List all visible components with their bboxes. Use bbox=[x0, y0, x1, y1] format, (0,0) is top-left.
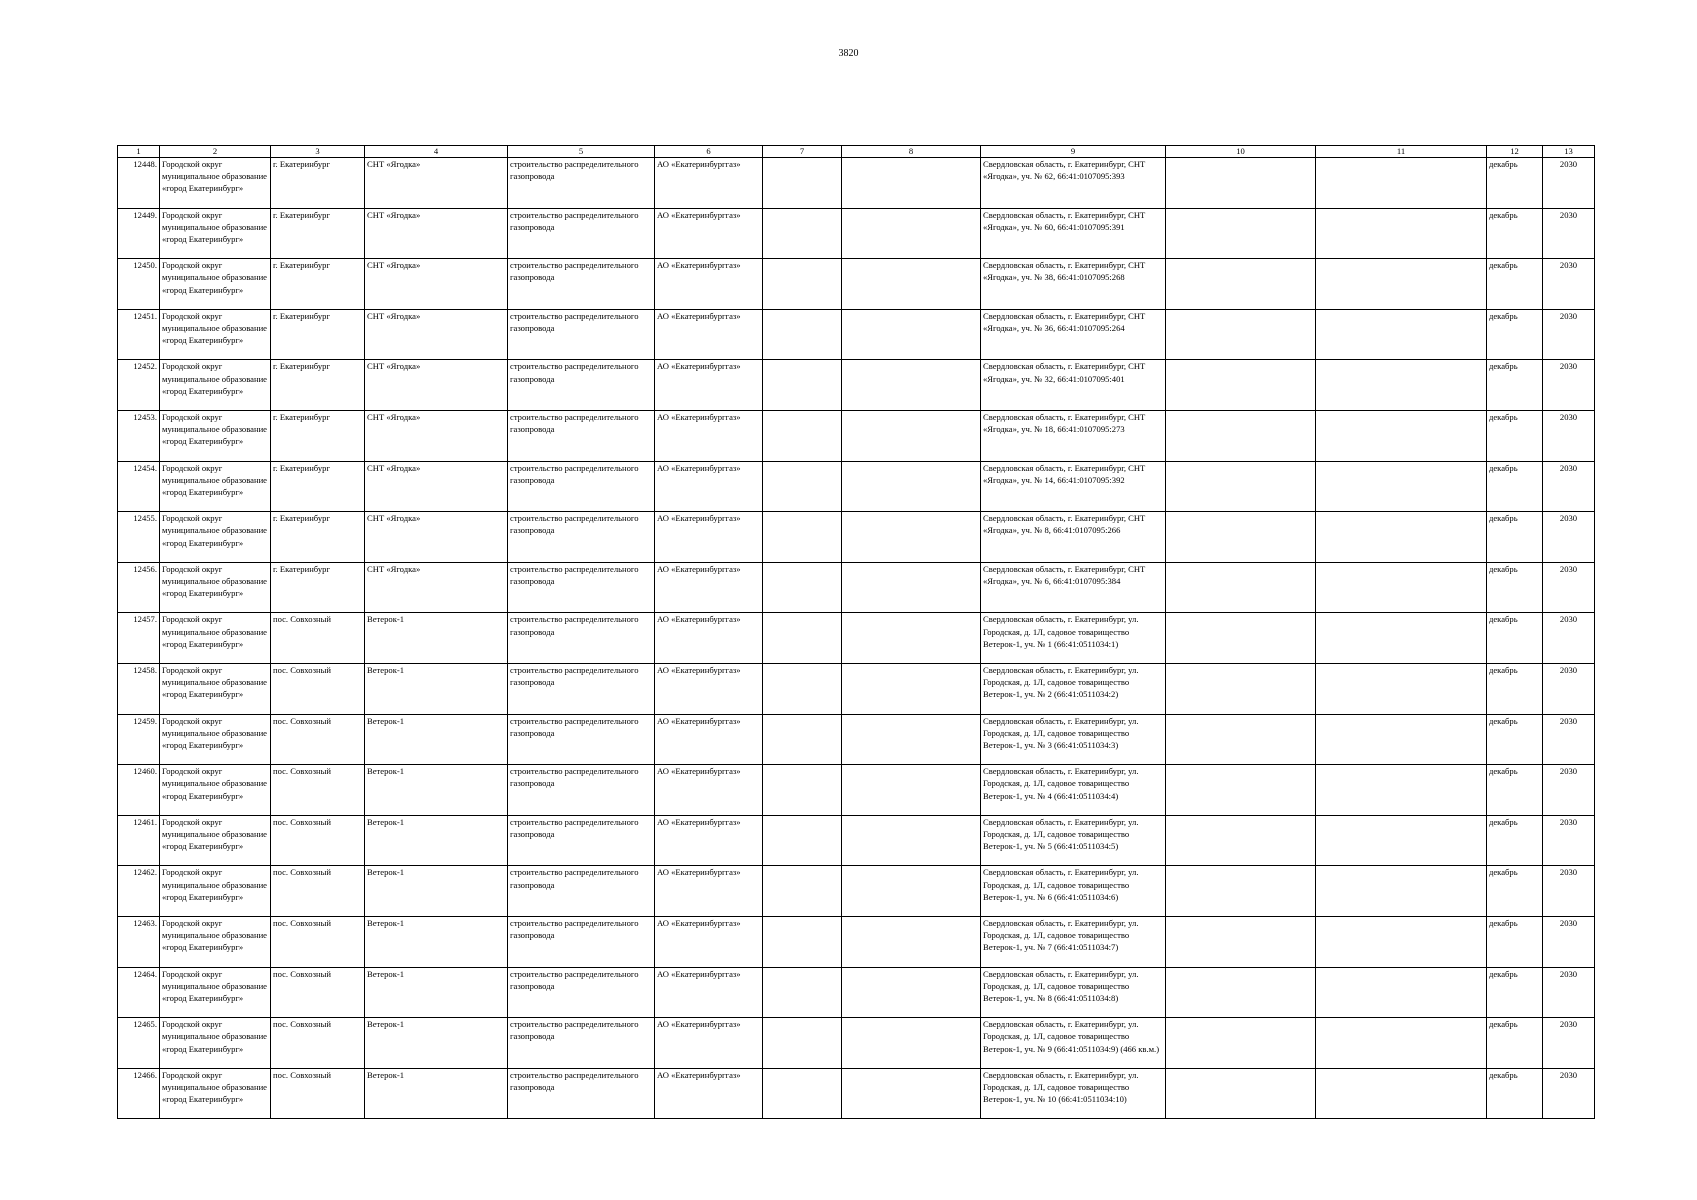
locality-cell: г. Екатеринбург bbox=[271, 259, 365, 310]
operator-cell: АО «Екатеринбурггаз» bbox=[655, 461, 763, 512]
locality-cell: г. Екатеринбург bbox=[271, 158, 365, 209]
column-11-cell bbox=[1316, 866, 1487, 917]
table-row bbox=[118, 158, 1595, 209]
table-row bbox=[118, 613, 1595, 664]
operator-cell: АО «Екатеринбурггаз» bbox=[655, 1068, 763, 1119]
column-7-cell bbox=[763, 461, 842, 512]
locality-cell: пос. Совхозный bbox=[271, 1068, 365, 1119]
row-number-cell: 12453. bbox=[118, 410, 160, 461]
column-8-cell bbox=[842, 1018, 981, 1069]
municipality-cell: Городской округ муниципальное образование «город Екатеринбург» bbox=[160, 916, 271, 967]
territory-cell: Ветерок-1 bbox=[365, 866, 508, 917]
column-header: 7 bbox=[763, 146, 842, 158]
month-cell: декабрь bbox=[1487, 512, 1543, 563]
column-header: 9 bbox=[981, 146, 1166, 158]
table-row bbox=[118, 208, 1595, 259]
column-header: 4 bbox=[365, 146, 508, 158]
work-type-cell: строительство распределительного газопровода bbox=[508, 613, 655, 664]
table-row bbox=[118, 1068, 1595, 1119]
month-cell: декабрь bbox=[1487, 360, 1543, 411]
operator-cell: АО «Екатеринбурггаз» bbox=[655, 512, 763, 563]
work-type-cell: строительство распределительного газопровода bbox=[508, 1018, 655, 1069]
address-cell: Свердловская область, г. Екатеринбург, ул. Городская, д. 1Л, садовое товарищество Ветерок-1, уч. № 3 (66:41:0511034:3) bbox=[981, 714, 1166, 765]
locality-cell: пос. Совхозный bbox=[271, 967, 365, 1018]
column-7-cell bbox=[763, 815, 842, 866]
column-8-cell bbox=[842, 360, 981, 411]
municipality-cell: Городской округ муниципальное образование «город Екатеринбург» bbox=[160, 613, 271, 664]
operator-cell: АО «Екатеринбурггаз» bbox=[655, 410, 763, 461]
municipality-cell: Городской округ муниципальное образование «город Екатеринбург» bbox=[160, 1068, 271, 1119]
row-number-cell: 12449. bbox=[118, 208, 160, 259]
column-8-cell bbox=[842, 866, 981, 917]
column-11-cell bbox=[1316, 1018, 1487, 1069]
operator-cell: АО «Екатеринбурггаз» bbox=[655, 765, 763, 816]
row-number-cell: 12464. bbox=[118, 967, 160, 1018]
column-11-cell bbox=[1316, 360, 1487, 411]
column-7-cell bbox=[763, 916, 842, 967]
territory-cell: СНТ «Ягодка» bbox=[365, 158, 508, 209]
table-header bbox=[118, 146, 1595, 158]
year-cell: 2030 bbox=[1543, 562, 1595, 613]
municipality-cell: Городской округ муниципальное образование «город Екатеринбург» bbox=[160, 410, 271, 461]
year-cell: 2030 bbox=[1543, 461, 1595, 512]
column-header: 5 bbox=[508, 146, 655, 158]
column-11-cell bbox=[1316, 815, 1487, 866]
year-cell: 2030 bbox=[1543, 512, 1595, 563]
table-row bbox=[118, 765, 1595, 816]
locality-cell: г. Екатеринбург bbox=[271, 512, 365, 563]
table-row bbox=[118, 259, 1595, 310]
territory-cell: Ветерок-1 bbox=[365, 613, 508, 664]
column-8-cell bbox=[842, 309, 981, 360]
column-10-cell bbox=[1166, 1068, 1316, 1119]
year-cell: 2030 bbox=[1543, 916, 1595, 967]
locality-cell: г. Екатеринбург bbox=[271, 208, 365, 259]
row-number-cell: 12451. bbox=[118, 309, 160, 360]
operator-cell: АО «Екатеринбурггаз» bbox=[655, 866, 763, 917]
column-11-cell bbox=[1316, 309, 1487, 360]
territory-cell: Ветерок-1 bbox=[365, 1018, 508, 1069]
work-type-cell: строительство распределительного газопровода bbox=[508, 967, 655, 1018]
column-10-cell bbox=[1166, 158, 1316, 209]
table-row bbox=[118, 815, 1595, 866]
municipality-cell: Городской округ муниципальное образование «город Екатеринбург» bbox=[160, 208, 271, 259]
column-10-cell bbox=[1166, 309, 1316, 360]
territory-cell: Ветерок-1 bbox=[365, 1068, 508, 1119]
year-cell: 2030 bbox=[1543, 208, 1595, 259]
column-7-cell bbox=[763, 866, 842, 917]
municipality-cell: Городской округ муниципальное образование «город Екатеринбург» bbox=[160, 360, 271, 411]
municipality-cell: Городской округ муниципальное образование «город Екатеринбург» bbox=[160, 158, 271, 209]
column-7-cell bbox=[763, 967, 842, 1018]
column-7-cell bbox=[763, 1018, 842, 1069]
month-cell: декабрь bbox=[1487, 1068, 1543, 1119]
row-number-cell: 12455. bbox=[118, 512, 160, 563]
column-10-cell bbox=[1166, 613, 1316, 664]
address-cell: Свердловская область, г. Екатеринбург, СНТ «Ягодка», уч. № 8, 66:41:0107095:266 bbox=[981, 512, 1166, 563]
municipality-cell: Городской округ муниципальное образование «город Екатеринбург» bbox=[160, 461, 271, 512]
table-row bbox=[118, 1018, 1595, 1069]
address-cell: Свердловская область, г. Екатеринбург, ул. Городская, д. 1Л, садовое товарищество Ветерок-1, уч. № 1 (66:41:0511034:1) bbox=[981, 613, 1166, 664]
column-7-cell bbox=[763, 410, 842, 461]
year-cell: 2030 bbox=[1543, 360, 1595, 411]
row-number-cell: 12456. bbox=[118, 562, 160, 613]
column-10-cell bbox=[1166, 461, 1316, 512]
territory-cell: СНТ «Ягодка» bbox=[365, 259, 508, 310]
month-cell: декабрь bbox=[1487, 866, 1543, 917]
row-number-cell: 12450. bbox=[118, 259, 160, 310]
column-8-cell bbox=[842, 461, 981, 512]
municipality-cell: Городской округ муниципальное образование «город Екатеринбург» bbox=[160, 562, 271, 613]
column-header: 8 bbox=[842, 146, 981, 158]
address-cell: Свердловская область, г. Екатеринбург, СНТ «Ягодка», уч. № 60, 66:41:0107095:391 bbox=[981, 208, 1166, 259]
month-cell: декабрь bbox=[1487, 158, 1543, 209]
column-10-cell bbox=[1166, 866, 1316, 917]
month-cell: декабрь bbox=[1487, 562, 1543, 613]
column-10-cell bbox=[1166, 663, 1316, 714]
column-7-cell bbox=[763, 663, 842, 714]
column-10-cell bbox=[1166, 562, 1316, 613]
month-cell: декабрь bbox=[1487, 259, 1543, 310]
table-row bbox=[118, 866, 1595, 917]
table-row bbox=[118, 512, 1595, 563]
table-row bbox=[118, 309, 1595, 360]
year-cell: 2030 bbox=[1543, 1018, 1595, 1069]
column-11-cell bbox=[1316, 1068, 1487, 1119]
column-7-cell bbox=[763, 158, 842, 209]
operator-cell: АО «Екатеринбурггаз» bbox=[655, 309, 763, 360]
column-7-cell bbox=[763, 309, 842, 360]
work-type-cell: строительство распределительного газопровода bbox=[508, 916, 655, 967]
table-row bbox=[118, 916, 1595, 967]
year-cell: 2030 bbox=[1543, 866, 1595, 917]
column-8-cell bbox=[842, 916, 981, 967]
operator-cell: АО «Екатеринбурггаз» bbox=[655, 714, 763, 765]
territory-cell: Ветерок-1 bbox=[365, 663, 508, 714]
column-10-cell bbox=[1166, 259, 1316, 310]
operator-cell: АО «Екатеринбурггаз» bbox=[655, 158, 763, 209]
row-number-cell: 12465. bbox=[118, 1018, 160, 1069]
column-7-cell bbox=[763, 613, 842, 664]
municipality-cell: Городской округ муниципальное образование «город Екатеринбург» bbox=[160, 815, 271, 866]
column-10-cell bbox=[1166, 815, 1316, 866]
locality-cell: пос. Совхозный bbox=[271, 866, 365, 917]
address-cell: Свердловская область, г. Екатеринбург, СНТ «Ягодка», уч. № 36, 66:41:0107095:264 bbox=[981, 309, 1166, 360]
table-body bbox=[118, 158, 1595, 1119]
month-cell: декабрь bbox=[1487, 208, 1543, 259]
locality-cell: пос. Совхозный bbox=[271, 714, 365, 765]
work-type-cell: строительство распределительного газопровода bbox=[508, 360, 655, 411]
operator-cell: АО «Екатеринбурггаз» bbox=[655, 208, 763, 259]
territory-cell: СНТ «Ягодка» bbox=[365, 360, 508, 411]
column-7-cell bbox=[763, 714, 842, 765]
address-cell: Свердловская область, г. Екатеринбург, СНТ «Ягодка», уч. № 32, 66:41:0107095:401 bbox=[981, 360, 1166, 411]
column-10-cell bbox=[1166, 1018, 1316, 1069]
work-type-cell: строительство распределительного газопровода bbox=[508, 208, 655, 259]
row-number-cell: 12460. bbox=[118, 765, 160, 816]
address-cell: Свердловская область, г. Екатеринбург, СНТ «Ягодка», уч. № 14, 66:41:0107095:392 bbox=[981, 461, 1166, 512]
column-7-cell bbox=[763, 512, 842, 563]
page-number: 3820 bbox=[838, 48, 859, 59]
column-header: 2 bbox=[160, 146, 271, 158]
work-type-cell: строительство распределительного газопровода bbox=[508, 815, 655, 866]
operator-cell: АО «Екатеринбурггаз» bbox=[655, 360, 763, 411]
column-8-cell bbox=[842, 208, 981, 259]
year-cell: 2030 bbox=[1543, 815, 1595, 866]
work-type-cell: строительство распределительного газопровода bbox=[508, 765, 655, 816]
table-row bbox=[118, 562, 1595, 613]
locality-cell: г. Екатеринбург bbox=[271, 461, 365, 512]
locality-cell: пос. Совхозный bbox=[271, 663, 365, 714]
header-row bbox=[118, 146, 1595, 158]
month-cell: декабрь bbox=[1487, 1018, 1543, 1069]
locality-cell: г. Екатеринбург bbox=[271, 360, 365, 411]
operator-cell: АО «Екатеринбурггаз» bbox=[655, 613, 763, 664]
column-8-cell bbox=[842, 1068, 981, 1119]
year-cell: 2030 bbox=[1543, 309, 1595, 360]
year-cell: 2030 bbox=[1543, 259, 1595, 310]
month-cell: декабрь bbox=[1487, 613, 1543, 664]
month-cell: декабрь bbox=[1487, 714, 1543, 765]
work-type-cell: строительство распределительного газопровода bbox=[508, 562, 655, 613]
locality-cell: пос. Совхозный bbox=[271, 916, 365, 967]
month-cell: декабрь bbox=[1487, 461, 1543, 512]
column-10-cell bbox=[1166, 410, 1316, 461]
table-row bbox=[118, 967, 1595, 1018]
column-11-cell bbox=[1316, 663, 1487, 714]
locality-cell: г. Екатеринбург bbox=[271, 562, 365, 613]
table-row bbox=[118, 410, 1595, 461]
column-11-cell bbox=[1316, 461, 1487, 512]
month-cell: декабрь bbox=[1487, 967, 1543, 1018]
column-header: 10 bbox=[1166, 146, 1316, 158]
column-8-cell bbox=[842, 663, 981, 714]
column-8-cell bbox=[842, 765, 981, 816]
address-cell: Свердловская область, г. Екатеринбург, СНТ «Ягодка», уч. № 38, 66:41:0107095:268 bbox=[981, 259, 1166, 310]
operator-cell: АО «Екатеринбурггаз» bbox=[655, 1018, 763, 1069]
column-10-cell bbox=[1166, 967, 1316, 1018]
locality-cell: г. Екатеринбург bbox=[271, 309, 365, 360]
territory-cell: Ветерок-1 bbox=[365, 916, 508, 967]
address-cell: Свердловская область, г. Екатеринбург, СНТ «Ягодка», уч. № 18, 66:41:0107095:273 bbox=[981, 410, 1166, 461]
locality-cell: пос. Совхозный bbox=[271, 765, 365, 816]
column-11-cell bbox=[1316, 410, 1487, 461]
work-type-cell: строительство распределительного газопровода bbox=[508, 461, 655, 512]
column-10-cell bbox=[1166, 714, 1316, 765]
column-header: 13 bbox=[1543, 146, 1595, 158]
column-11-cell bbox=[1316, 967, 1487, 1018]
month-cell: декабрь bbox=[1487, 663, 1543, 714]
year-cell: 2030 bbox=[1543, 714, 1595, 765]
column-7-cell bbox=[763, 208, 842, 259]
month-cell: декабрь bbox=[1487, 410, 1543, 461]
address-cell: Свердловская область, г. Екатеринбург, ул. Городская, д. 1Л, садовое товарищество Ветерок-1, уч. № 6 (66:41:0511034:6) bbox=[981, 866, 1166, 917]
column-8-cell bbox=[842, 714, 981, 765]
work-type-cell: строительство распределительного газопровода bbox=[508, 512, 655, 563]
work-type-cell: строительство распределительного газопровода bbox=[508, 158, 655, 209]
column-7-cell bbox=[763, 765, 842, 816]
month-cell: декабрь bbox=[1487, 815, 1543, 866]
municipality-cell: Городской округ муниципальное образование «город Екатеринбург» bbox=[160, 1018, 271, 1069]
operator-cell: АО «Екатеринбурггаз» bbox=[655, 967, 763, 1018]
operator-cell: АО «Екатеринбурггаз» bbox=[655, 663, 763, 714]
column-7-cell bbox=[763, 259, 842, 310]
column-7-cell bbox=[763, 360, 842, 411]
table-row bbox=[118, 461, 1595, 512]
column-11-cell bbox=[1316, 765, 1487, 816]
column-header: 6 bbox=[655, 146, 763, 158]
address-cell: Свердловская область, г. Екатеринбург, ул. Городская, д. 1Л, садовое товарищество Ветерок-1, уч. № 2 (66:41:0511034:2) bbox=[981, 663, 1166, 714]
month-cell: декабрь bbox=[1487, 309, 1543, 360]
column-11-cell bbox=[1316, 916, 1487, 967]
table-row bbox=[118, 714, 1595, 765]
column-10-cell bbox=[1166, 360, 1316, 411]
locality-cell: пос. Совхозный bbox=[271, 815, 365, 866]
operator-cell: АО «Екатеринбурггаз» bbox=[655, 815, 763, 866]
municipality-cell: Городской округ муниципальное образование «город Екатеринбург» bbox=[160, 309, 271, 360]
address-cell: Свердловская область, г. Екатеринбург, ул. Городская, д. 1Л, садовое товарищество Ветерок-1, уч. № 9 (66:41:0511034:9) (466 кв.м.) bbox=[981, 1018, 1166, 1069]
column-8-cell bbox=[842, 562, 981, 613]
row-number-cell: 12459. bbox=[118, 714, 160, 765]
row-number-cell: 12461. bbox=[118, 815, 160, 866]
column-8-cell bbox=[842, 158, 981, 209]
territory-cell: СНТ «Ягодка» bbox=[365, 512, 508, 563]
column-10-cell bbox=[1166, 208, 1316, 259]
address-cell: Свердловская область, г. Екатеринбург, ул. Городская, д. 1Л, садовое товарищество Ветерок-1, уч. № 10 (66:41:0511034:10) bbox=[981, 1068, 1166, 1119]
municipality-cell: Городской округ муниципальное образование «город Екатеринбург» bbox=[160, 714, 271, 765]
column-10-cell bbox=[1166, 916, 1316, 967]
municipality-cell: Городской округ муниципальное образование «город Екатеринбург» bbox=[160, 259, 271, 310]
column-11-cell bbox=[1316, 158, 1487, 209]
year-cell: 2030 bbox=[1543, 613, 1595, 664]
territory-cell: Ветерок-1 bbox=[365, 714, 508, 765]
year-cell: 2030 bbox=[1543, 410, 1595, 461]
work-type-cell: строительство распределительного газопровода bbox=[508, 663, 655, 714]
municipality-cell: Городской округ муниципальное образование «город Екатеринбург» bbox=[160, 967, 271, 1018]
year-cell: 2030 bbox=[1543, 158, 1595, 209]
column-8-cell bbox=[842, 967, 981, 1018]
year-cell: 2030 bbox=[1543, 967, 1595, 1018]
column-11-cell bbox=[1316, 512, 1487, 563]
municipality-cell: Городской округ муниципальное образование «город Екатеринбург» bbox=[160, 866, 271, 917]
locality-cell: пос. Совхозный bbox=[271, 1018, 365, 1069]
address-cell: Свердловская область, г. Екатеринбург, ул. Городская, д. 1Л, садовое товарищество Ветерок-1, уч. № 7 (66:41:0511034:7) bbox=[981, 916, 1166, 967]
work-type-cell: строительство распределительного газопровода bbox=[508, 866, 655, 917]
row-number-cell: 12454. bbox=[118, 461, 160, 512]
locality-cell: г. Екатеринбург bbox=[271, 410, 365, 461]
column-11-cell bbox=[1316, 259, 1487, 310]
row-number-cell: 12458. bbox=[118, 663, 160, 714]
month-cell: декабрь bbox=[1487, 765, 1543, 816]
year-cell: 2030 bbox=[1543, 663, 1595, 714]
column-7-cell bbox=[763, 562, 842, 613]
column-header: 12 bbox=[1487, 146, 1543, 158]
column-11-cell bbox=[1316, 613, 1487, 664]
locality-cell: пос. Совхозный bbox=[271, 613, 365, 664]
work-type-cell: строительство распределительного газопровода bbox=[508, 410, 655, 461]
operator-cell: АО «Екатеринбурггаз» bbox=[655, 259, 763, 310]
row-number-cell: 12452. bbox=[118, 360, 160, 411]
column-header: 11 bbox=[1316, 146, 1487, 158]
municipality-cell: Городской округ муниципальное образование «город Екатеринбург» bbox=[160, 663, 271, 714]
address-cell: Свердловская область, г. Екатеринбург, СНТ «Ягодка», уч. № 6, 66:41:0107095:384 bbox=[981, 562, 1166, 613]
column-10-cell bbox=[1166, 765, 1316, 816]
territory-cell: Ветерок-1 bbox=[365, 815, 508, 866]
column-8-cell bbox=[842, 815, 981, 866]
municipality-cell: Городской округ муниципальное образование «город Екатеринбург» bbox=[160, 512, 271, 563]
row-number-cell: 12463. bbox=[118, 916, 160, 967]
territory-cell: СНТ «Ягодка» bbox=[365, 562, 508, 613]
operator-cell: АО «Екатеринбурггаз» bbox=[655, 562, 763, 613]
year-cell: 2030 bbox=[1543, 1068, 1595, 1119]
row-number-cell: 12457. bbox=[118, 613, 160, 664]
work-type-cell: строительство распределительного газопровода bbox=[508, 1068, 655, 1119]
territory-cell: СНТ «Ягодка» bbox=[365, 461, 508, 512]
work-type-cell: строительство распределительного газопровода bbox=[508, 309, 655, 360]
column-8-cell bbox=[842, 613, 981, 664]
territory-cell: СНТ «Ягодка» bbox=[365, 208, 508, 259]
column-8-cell bbox=[842, 259, 981, 310]
column-10-cell bbox=[1166, 512, 1316, 563]
column-7-cell bbox=[763, 1068, 842, 1119]
table-row bbox=[118, 663, 1595, 714]
work-type-cell: строительство распределительного газопровода bbox=[508, 714, 655, 765]
registry-table bbox=[117, 145, 1595, 1119]
address-cell: Свердловская область, г. Екатеринбург, ул. Городская, д. 1Л, садовое товарищество Ветерок-1, уч. № 4 (66:41:0511034:4) bbox=[981, 765, 1166, 816]
territory-cell: Ветерок-1 bbox=[365, 967, 508, 1018]
row-number-cell: 12462. bbox=[118, 866, 160, 917]
row-number-cell: 12466. bbox=[118, 1068, 160, 1119]
column-8-cell bbox=[842, 410, 981, 461]
territory-cell: СНТ «Ягодка» bbox=[365, 410, 508, 461]
address-cell: Свердловская область, г. Екатеринбург, СНТ «Ягодка», уч. № 62, 66:41:0107095:393 bbox=[981, 158, 1166, 209]
address-cell: Свердловская область, г. Екатеринбург, ул. Городская, д. 1Л, садовое товарищество Ветерок-1, уч. № 8 (66:41:0511034:8) bbox=[981, 967, 1166, 1018]
column-11-cell bbox=[1316, 714, 1487, 765]
row-number-cell: 12448. bbox=[118, 158, 160, 209]
address-cell: Свердловская область, г. Екатеринбург, ул. Городская, д. 1Л, садовое товарищество Ветерок-1, уч. № 5 (66:41:0511034:5) bbox=[981, 815, 1166, 866]
column-header: 3 bbox=[271, 146, 365, 158]
column-header: 1 bbox=[118, 146, 160, 158]
table-row bbox=[118, 360, 1595, 411]
operator-cell: АО «Екатеринбурггаз» bbox=[655, 916, 763, 967]
territory-cell: СНТ «Ягодка» bbox=[365, 309, 508, 360]
work-type-cell: строительство распределительного газопровода bbox=[508, 259, 655, 310]
column-8-cell bbox=[842, 512, 981, 563]
municipality-cell: Городской округ муниципальное образование «город Екатеринбург» bbox=[160, 765, 271, 816]
column-11-cell bbox=[1316, 562, 1487, 613]
territory-cell: Ветерок-1 bbox=[365, 765, 508, 816]
month-cell: декабрь bbox=[1487, 916, 1543, 967]
column-11-cell bbox=[1316, 208, 1487, 259]
year-cell: 2030 bbox=[1543, 765, 1595, 816]
